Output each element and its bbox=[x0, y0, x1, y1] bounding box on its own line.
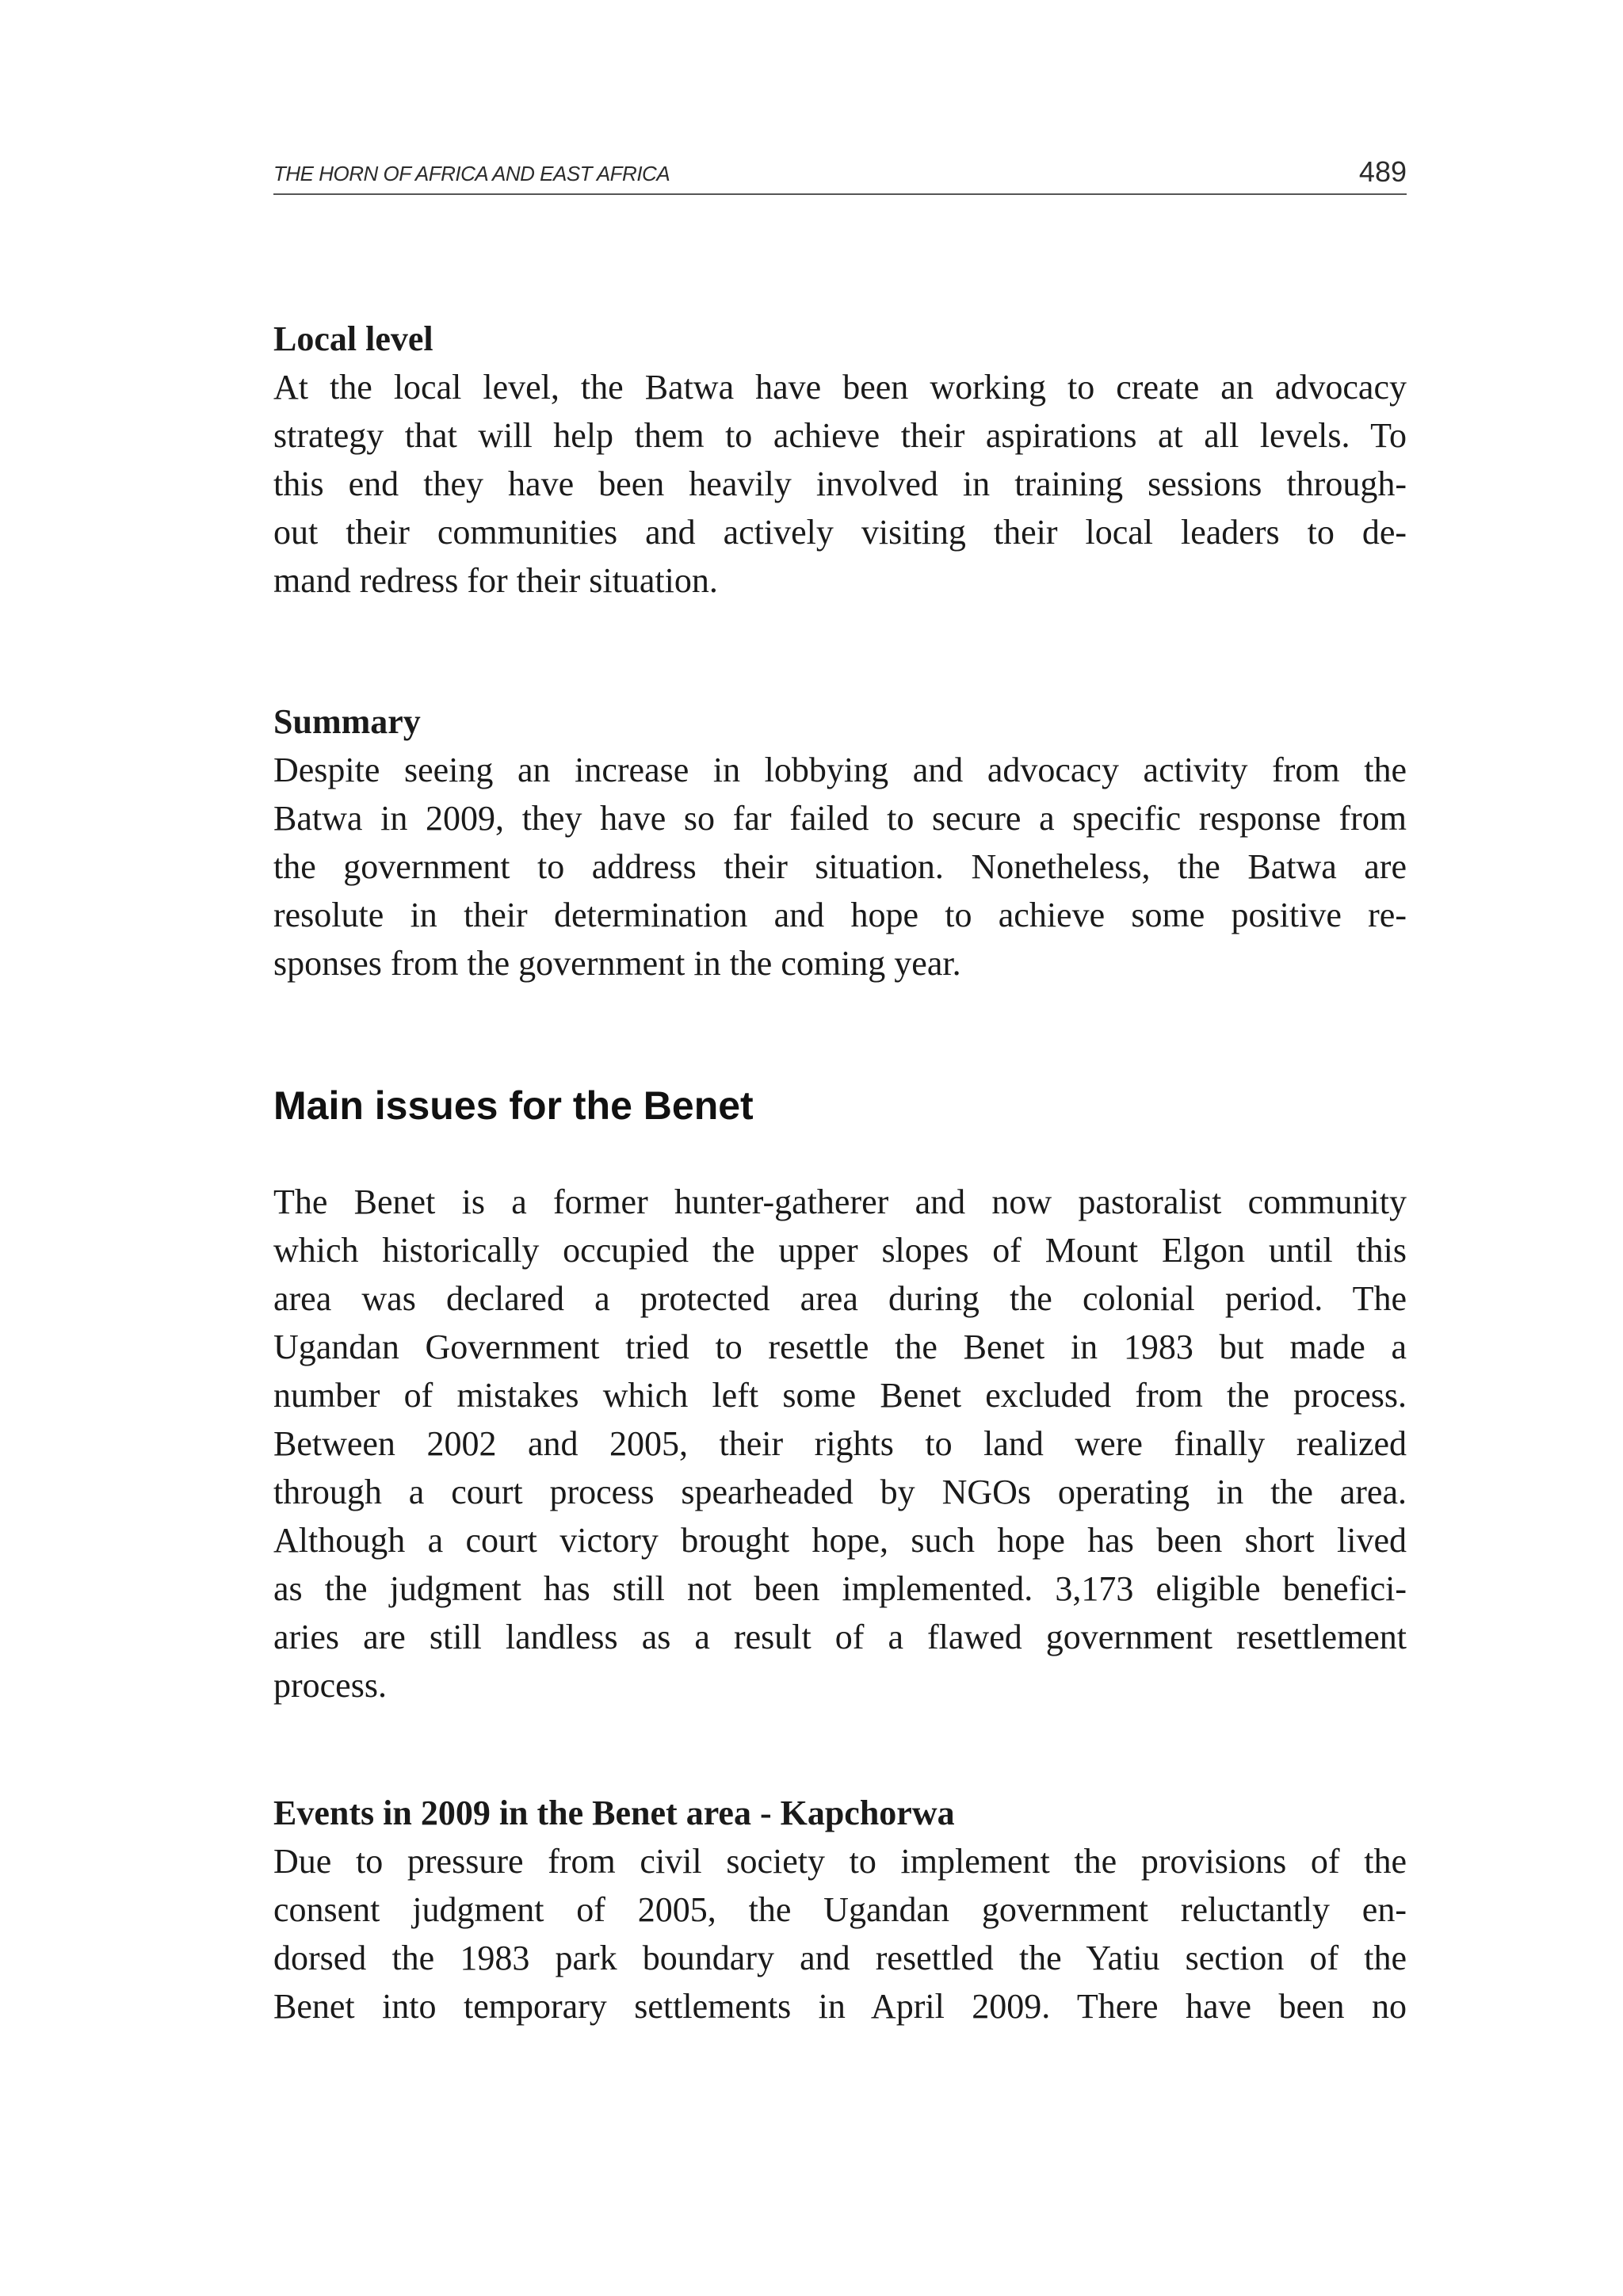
running-title: THE HORN OF AFRICA AND EAST AFRICA bbox=[273, 162, 670, 185]
summary-line: Despite seeing an increase in lobbying and advocacy activity from the bbox=[273, 751, 1407, 789]
events-section bbox=[273, 1789, 1407, 2030]
benet-line: number of mistakes which left some Benet excluded from the process. bbox=[273, 1376, 1407, 1415]
benet-line: The Benet is a former hunter-gatherer and now pastoralist community bbox=[273, 1182, 1407, 1221]
events-line: consent judgment of 2005, the Ugandan government reluctantly en- bbox=[273, 1890, 1407, 1929]
local-level-section bbox=[273, 315, 1407, 605]
local-level-line: strategy that will help them to achieve their aspirations at all levels. To bbox=[273, 416, 1407, 455]
local-level-line: mand redress for their situation. bbox=[273, 561, 718, 600]
benet-line: through a court process spearheaded by NGOs operating in the area. bbox=[273, 1473, 1407, 1511]
local-level-line: At the local level, the Batwa have been working to create an advocacy bbox=[273, 368, 1407, 407]
page-number: 489 bbox=[1358, 155, 1407, 188]
benet-section bbox=[273, 1178, 1407, 1710]
summary-line: resolute in their determination and hope to achieve some positive re- bbox=[273, 896, 1407, 934]
section-title: Main issues for the Benet bbox=[273, 1083, 754, 1128]
benet-line: Between 2002 and 2005, their rights to land were finally realized bbox=[273, 1424, 1407, 1463]
events-line: Due to pressure from civil society to implement the provisions of the bbox=[273, 1842, 1407, 1881]
summary-section bbox=[273, 697, 1407, 988]
local-level-heading: Local level bbox=[273, 319, 433, 358]
summary-line: Batwa in 2009, they have so far failed to secure a specific response from bbox=[273, 799, 1407, 838]
benet-line: which historically occupied the upper slopes of Mount Elgon until this bbox=[273, 1231, 1407, 1270]
benet-line: Although a court victory brought hope, such hope has been short lived bbox=[273, 1521, 1407, 1560]
summary-line: sponses from the government in the coming year. bbox=[273, 944, 961, 983]
benet-line: process. bbox=[273, 1666, 387, 1705]
events-heading: Events in 2009 in the Benet area - Kapchorwa bbox=[273, 1794, 955, 1832]
benet-line: Ugandan Government tried to resettle the Benet in 1983 but made a bbox=[273, 1328, 1407, 1366]
events-line: Benet into temporary settlements in April 2009. There have been no bbox=[273, 1987, 1407, 2026]
local-level-line: this end they have been heavily involved in training sessions through- bbox=[273, 464, 1407, 503]
benet-line: aries are still landless as a result of a flawed government resettlement bbox=[273, 1618, 1407, 1656]
summary-heading: Summary bbox=[273, 702, 421, 741]
local-level-line: out their communities and actively visiting their local leaders to de- bbox=[273, 513, 1407, 552]
benet-line: as the judgment has still not been implemented. 3,173 eligible benefici- bbox=[273, 1569, 1407, 1608]
running-header bbox=[273, 155, 1407, 195]
events-line: dorsed the 1983 park boundary and resettled the Yatiu section of the bbox=[273, 1939, 1407, 1977]
benet-line: area was declared a protected area during the colonial period. The bbox=[273, 1279, 1407, 1318]
summary-line: the government to address their situation. Nonetheless, the Batwa are bbox=[273, 847, 1407, 886]
